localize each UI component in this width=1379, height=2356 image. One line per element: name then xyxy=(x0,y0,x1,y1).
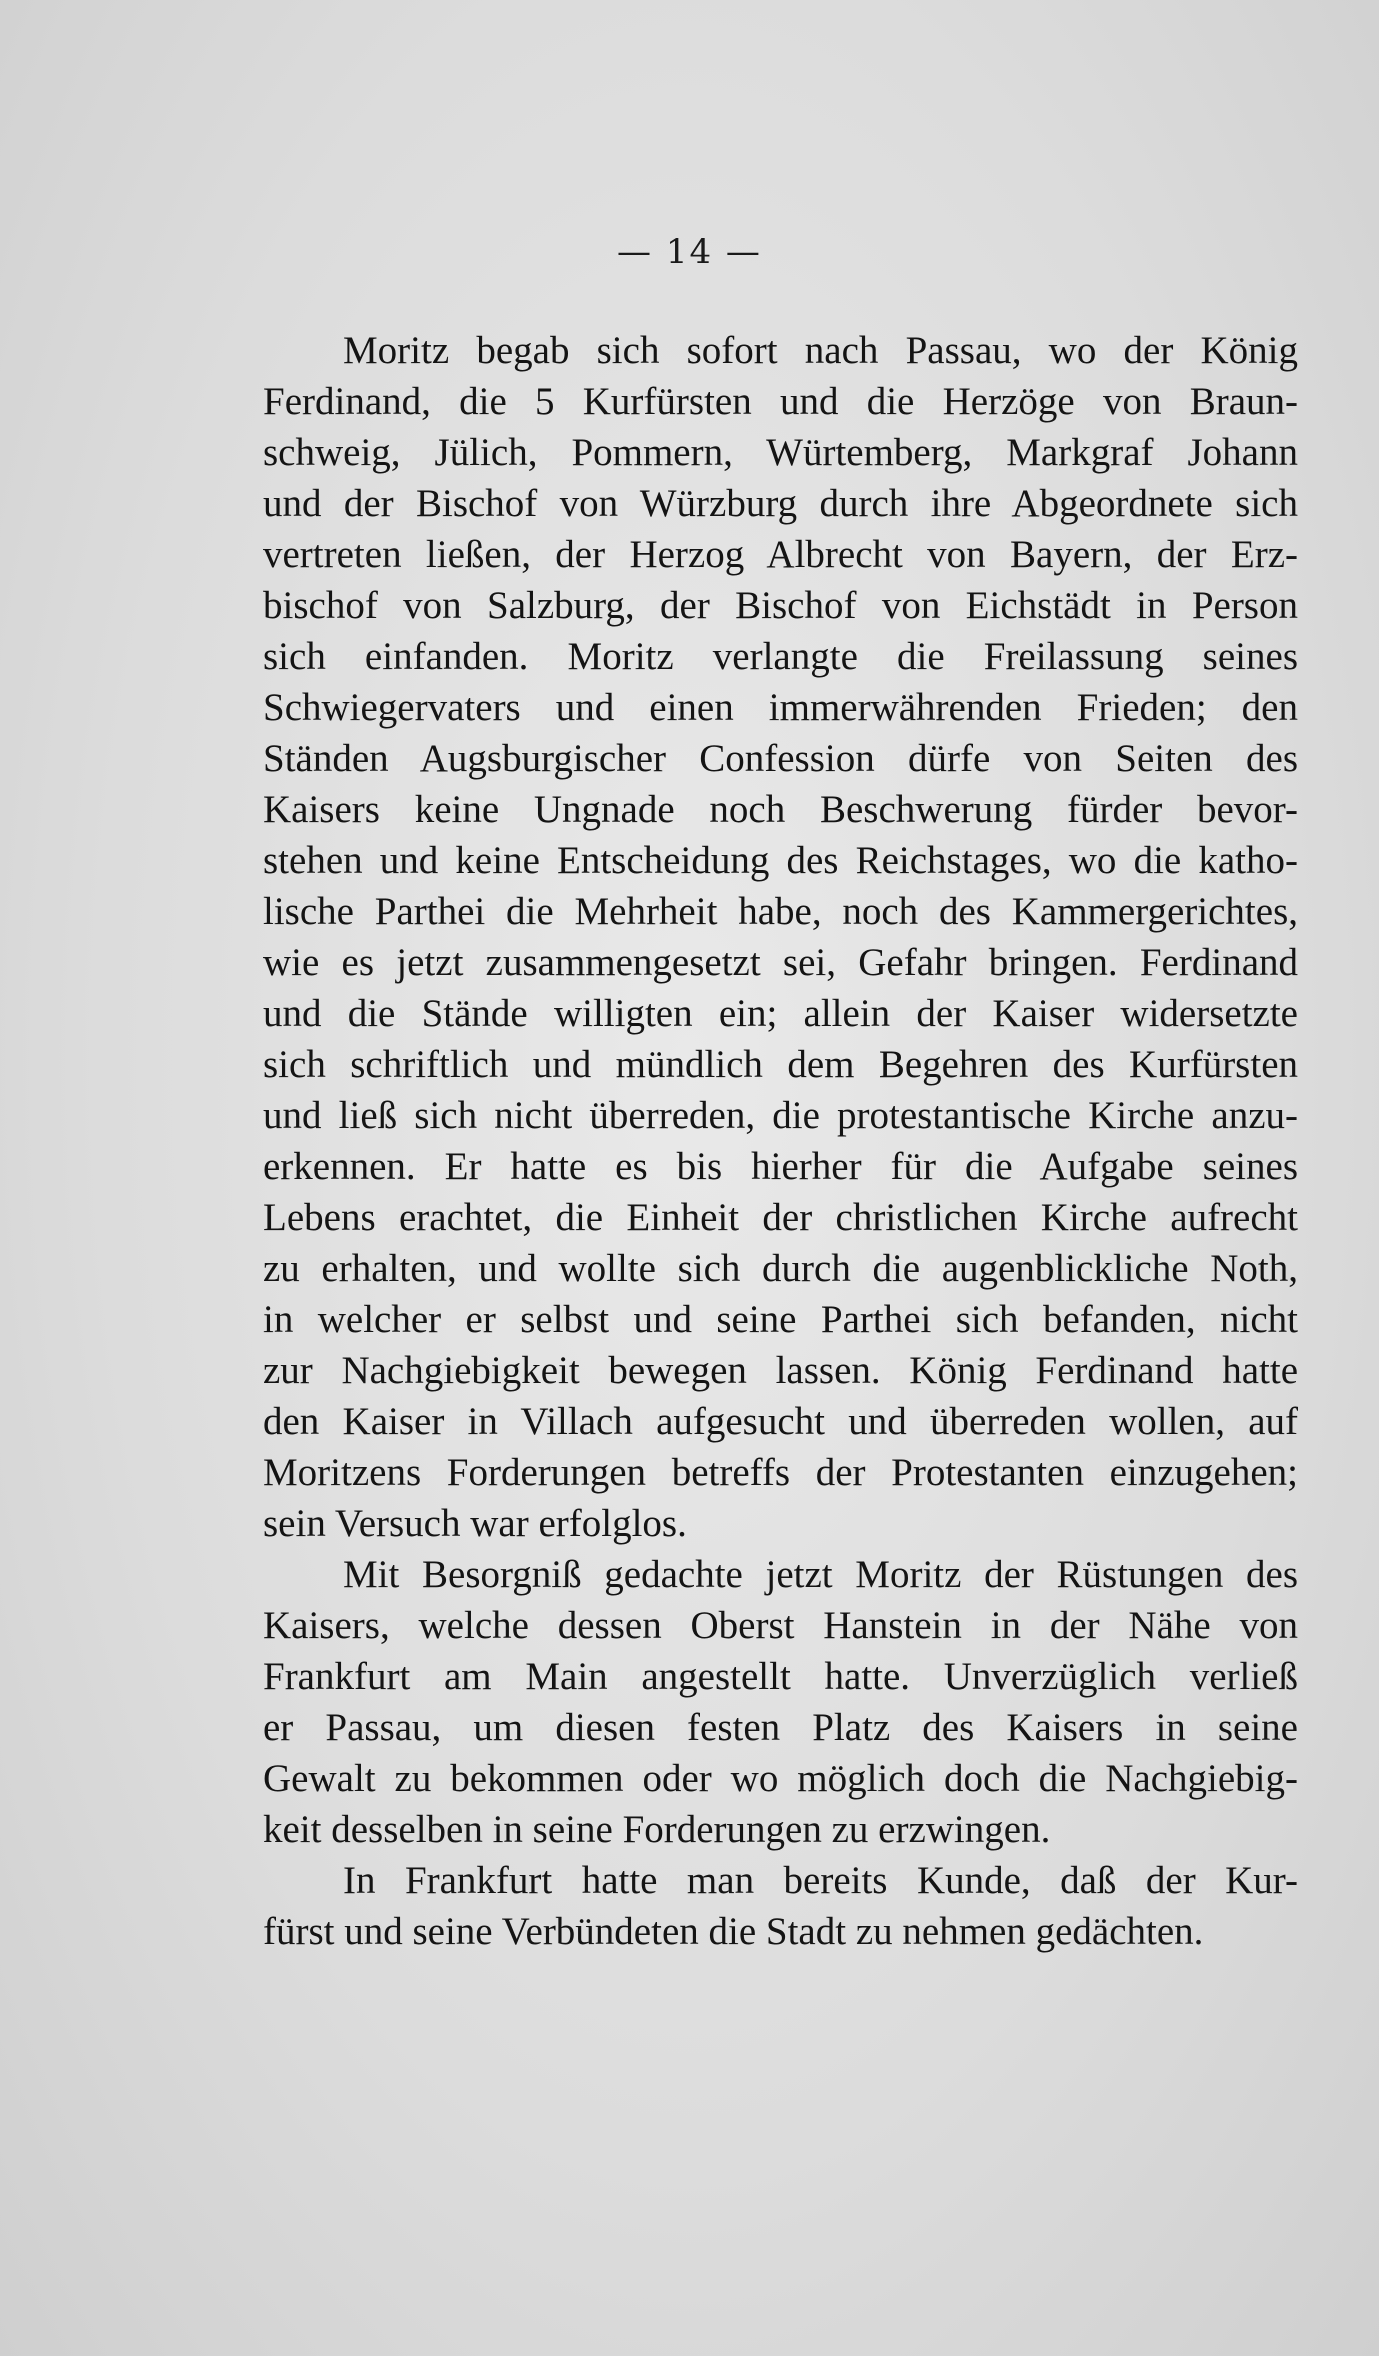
text-line: und ließ sich nicht überreden, die protestantische Kirche anzu- xyxy=(263,1094,1298,1137)
body-text xyxy=(263,325,1298,1957)
text-line: zur Nachgiebigkeit bewegen lassen. König Ferdinand hatte xyxy=(263,1349,1298,1392)
text-line: schweig, Jülich, Pommern, Würtemberg, Markgraf Johann xyxy=(263,431,1298,474)
text-line: Moritz begab sich sofort nach Passau, wo der König xyxy=(343,329,1298,372)
text-line: Lebens erachtet, die Einheit der christlichen Kirche aufrecht xyxy=(263,1196,1298,1239)
text-line: und der Bischof von Würzburg durch ihre Abgeordnete sich xyxy=(263,482,1298,525)
text-line: lische Parthei die Mehrheit habe, noch des Kammergerichtes, xyxy=(263,890,1298,933)
text-line: Schwiegervaters und einen immerwährenden Frieden; den xyxy=(263,686,1298,729)
text-line: keit desselben in seine Forderungen zu erzwingen. xyxy=(263,1808,1051,1851)
text-line: In Frankfurt hatte man bereits Kunde, daß der Kur- xyxy=(343,1859,1298,1902)
text-line: erkennen. Er hatte es bis hierher für die Aufgabe seines xyxy=(263,1145,1298,1188)
text-line: und die Stände willigten ein; allein der Kaiser widersetzte xyxy=(263,992,1298,1035)
text-line: in welcher er selbst und seine Parthei sich befanden, nicht xyxy=(263,1298,1298,1341)
text-line: Mit Besorgniß gedachte jetzt Moritz der Rüstungen des xyxy=(343,1553,1298,1596)
text-line: Kaisers, welche dessen Oberst Hanstein in der Nähe von xyxy=(263,1604,1298,1647)
text-line: Ferdinand, die 5 Kurfürsten und die Herzöge von Braun- xyxy=(263,380,1298,423)
text-line: Gewalt zu bekommen oder wo möglich doch die Nachgiebig- xyxy=(263,1757,1298,1800)
text-line: fürst und seine Verbündeten die Stadt zu nehmen gedächten. xyxy=(263,1910,1204,1953)
text-line: zu erhalten, und wollte sich durch die augenblickliche Noth, xyxy=(263,1247,1298,1290)
text-line: er Passau, um diesen festen Platz des Kaisers in seine xyxy=(263,1706,1298,1749)
text-line: bischof von Salzburg, der Bischof von Eichstädt in Person xyxy=(263,584,1298,627)
paragraph xyxy=(263,1855,1298,1957)
text-line: vertreten ließen, der Herzog Albrecht von Bayern, der Erz- xyxy=(263,533,1298,576)
text-line: stehen und keine Entscheidung des Reichstages, wo die katho- xyxy=(263,839,1298,882)
paragraph xyxy=(263,325,1298,1549)
text-line: sich einfanden. Moritz verlangte die Freilassung seines xyxy=(263,635,1298,678)
text-line: sein Versuch war erfolglos. xyxy=(263,1502,687,1545)
text-line: Moritzens Forderungen betreffs der Protestanten einzugehen; xyxy=(263,1451,1298,1494)
text-line: wie es jetzt zusammengesetzt sei, Gefahr bringen. Ferdinand xyxy=(263,941,1298,984)
text-line: Ständen Augsburgischer Confession dürfe von Seiten des xyxy=(263,737,1298,780)
text-line: Kaisers keine Ungnade noch Beschwerung fürder bevor- xyxy=(263,788,1298,831)
text-line: Frankfurt am Main angestellt hatte. Unverzüglich verließ xyxy=(263,1655,1298,1698)
text-line: den Kaiser in Villach aufgesucht und überreden wollen, auf xyxy=(263,1400,1298,1443)
paragraph xyxy=(263,1549,1298,1855)
page-number: — 14 — xyxy=(617,232,762,272)
text-line: sich schriftlich und mündlich dem Begehren des Kurfürsten xyxy=(263,1043,1298,1086)
